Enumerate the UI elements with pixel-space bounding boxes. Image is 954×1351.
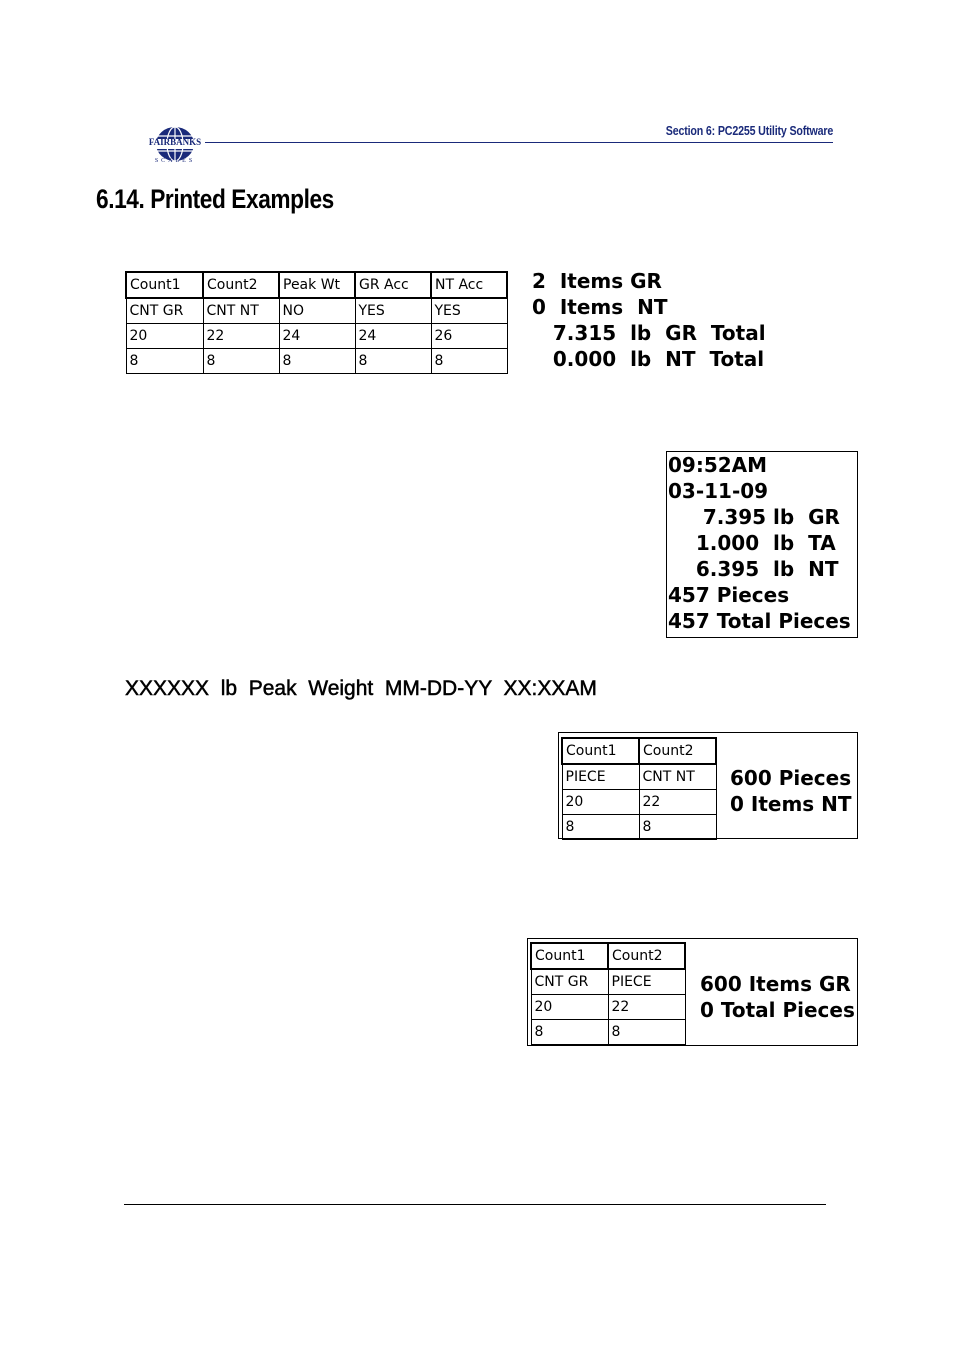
- table-header-row: [531, 943, 685, 969]
- output-line: 2 Items GR: [532, 269, 662, 293]
- table-cell: 20: [531, 995, 608, 1020]
- table-cell: CNT NT: [639, 764, 716, 790]
- table-row: [126, 324, 507, 349]
- output-line: 7.315 lb GR Total: [532, 321, 766, 345]
- footer-rule: [124, 1204, 826, 1205]
- table-cell: PIECE: [562, 764, 639, 790]
- table-cell: CNT GR: [531, 969, 608, 995]
- output-line: 600 Pieces: [730, 766, 852, 790]
- output-line: 457 Total Pieces: [668, 609, 851, 633]
- table-cell: 8: [126, 349, 203, 374]
- logo-subtext: SCALES: [154, 158, 196, 164]
- table-cell: 24: [279, 324, 355, 349]
- table-cell: 22: [608, 995, 685, 1020]
- table-row: [126, 298, 507, 324]
- table-cell: YES: [431, 298, 507, 324]
- table-cell: 8: [608, 1020, 685, 1045]
- table-cell: 20: [126, 324, 203, 349]
- output-line: 0 Items NT: [730, 792, 852, 816]
- example3-table: [561, 737, 717, 840]
- output-line: 0 Items NT: [532, 295, 668, 319]
- output-line: 0.000 lb NT Total: [532, 347, 765, 371]
- table-header-cell: Count2: [639, 738, 716, 764]
- table-cell: 8: [431, 349, 507, 374]
- table-row: [531, 1020, 685, 1045]
- table-cell: 26: [431, 324, 507, 349]
- output-line: 0 Total Pieces: [700, 998, 855, 1022]
- peak-weight-line: XXXXXX lb Peak Weight MM-DD-YY XX:XXAM: [125, 677, 597, 700]
- table-header-cell: GR Acc: [355, 272, 431, 298]
- table-header-row: [562, 738, 716, 764]
- table-header-cell: Count1: [126, 272, 203, 298]
- table-cell: 8: [203, 349, 279, 374]
- table-row: [562, 790, 716, 815]
- table-cell: 8: [531, 1020, 608, 1045]
- table-row: [562, 764, 716, 790]
- output-line: 7.395 lb GR: [668, 505, 840, 529]
- example4-box: [527, 938, 858, 1046]
- table-header-row: [126, 272, 507, 298]
- table-cell: 24: [355, 324, 431, 349]
- table-cell: 22: [639, 790, 716, 815]
- fairbanks-logo: [143, 124, 207, 168]
- table-cell: 8: [279, 349, 355, 374]
- table-header-cell: Count2: [203, 272, 279, 298]
- section-title: Section 6: PC2255 Utility Software: [665, 123, 833, 138]
- example1-table: [125, 271, 508, 374]
- table-cell: CNT NT: [203, 298, 279, 324]
- output-line: 457 Pieces: [668, 583, 790, 607]
- output-line: 03-11-09: [668, 479, 769, 503]
- table-row: [562, 815, 716, 840]
- output-line: 6.395 lb NT: [668, 557, 839, 581]
- table-row: [126, 349, 507, 374]
- table-row: [531, 969, 685, 995]
- example1-output: [532, 268, 766, 372]
- example3-box: [558, 732, 858, 839]
- output-line: 600 Items GR: [700, 972, 851, 996]
- logo-text: FAIRBANKS: [148, 137, 202, 147]
- header-rule: [205, 142, 833, 143]
- table-row: [531, 995, 685, 1020]
- example2-box: [666, 451, 858, 638]
- table-cell: 8: [639, 815, 716, 840]
- table-cell: YES: [355, 298, 431, 324]
- table-cell: 8: [355, 349, 431, 374]
- output-line: 1.000 lb TA: [668, 531, 836, 555]
- section-heading: 6.14. Printed Examples: [96, 184, 334, 214]
- table-header-cell: Peak Wt: [279, 272, 355, 298]
- table-header-cell: Count1: [531, 943, 608, 969]
- table-cell: 20: [562, 790, 639, 815]
- table-cell: 22: [203, 324, 279, 349]
- example4-table: [530, 942, 686, 1045]
- table-header-cell: Count1: [562, 738, 639, 764]
- output-line: 09:52AM: [668, 453, 768, 477]
- table-cell: CNT GR: [126, 298, 203, 324]
- table-header-cell: Count2: [608, 943, 685, 969]
- table-cell: NO: [279, 298, 355, 324]
- table-cell: PIECE: [608, 969, 685, 995]
- table-header-cell: NT Acc: [431, 272, 507, 298]
- table-cell: 8: [562, 815, 639, 840]
